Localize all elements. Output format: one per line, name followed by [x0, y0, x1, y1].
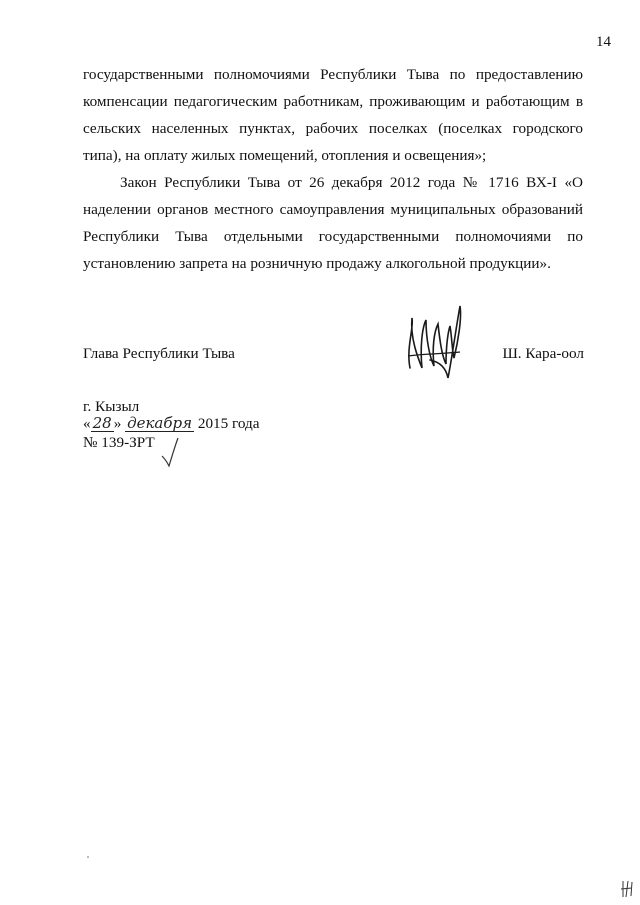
- paragraph-law-reference: Закон Республики Тыва от 26 декабря 2012 года № 1716 ВХ-I «О наделении органов местного самоуправления муниципальных образований Республики Тыва отдельными государственными полномочиями по установлению запрета на розничную продажу алкогольной продукции».: [83, 174, 583, 272]
- signatory-name: Ш. Кара-оол: [502, 345, 584, 362]
- paragraph-continuation: государственными полномочиями Республики Тыва по предоставлению компенсации педагогическим работникам, проживающим и работающим в сельских населенных пунктах, рабочих поселках (поселках городского типа), на оплату жилых помещений, отопления и освещения»;: [83, 66, 583, 164]
- position-title: Глава Республики Тыва: [83, 345, 235, 362]
- check-mark-icon: [160, 434, 180, 468]
- date-line: [83, 415, 260, 433]
- quote-open: «: [83, 415, 91, 432]
- handwritten-day: 28: [92, 414, 112, 432]
- year-text: 2015 года: [197, 415, 260, 432]
- handwritten-month: декабря: [127, 414, 193, 432]
- handwritten-mark-icon: [620, 879, 636, 899]
- scan-dot: [87, 856, 89, 858]
- place-of-issue: г. Кызыл: [83, 398, 140, 415]
- document-body: [83, 61, 583, 277]
- handwritten-signature: [400, 298, 472, 384]
- quote-close: »: [113, 415, 122, 432]
- law-number: № 139-ЗРТ: [83, 434, 155, 451]
- page-number: 14: [596, 34, 611, 50]
